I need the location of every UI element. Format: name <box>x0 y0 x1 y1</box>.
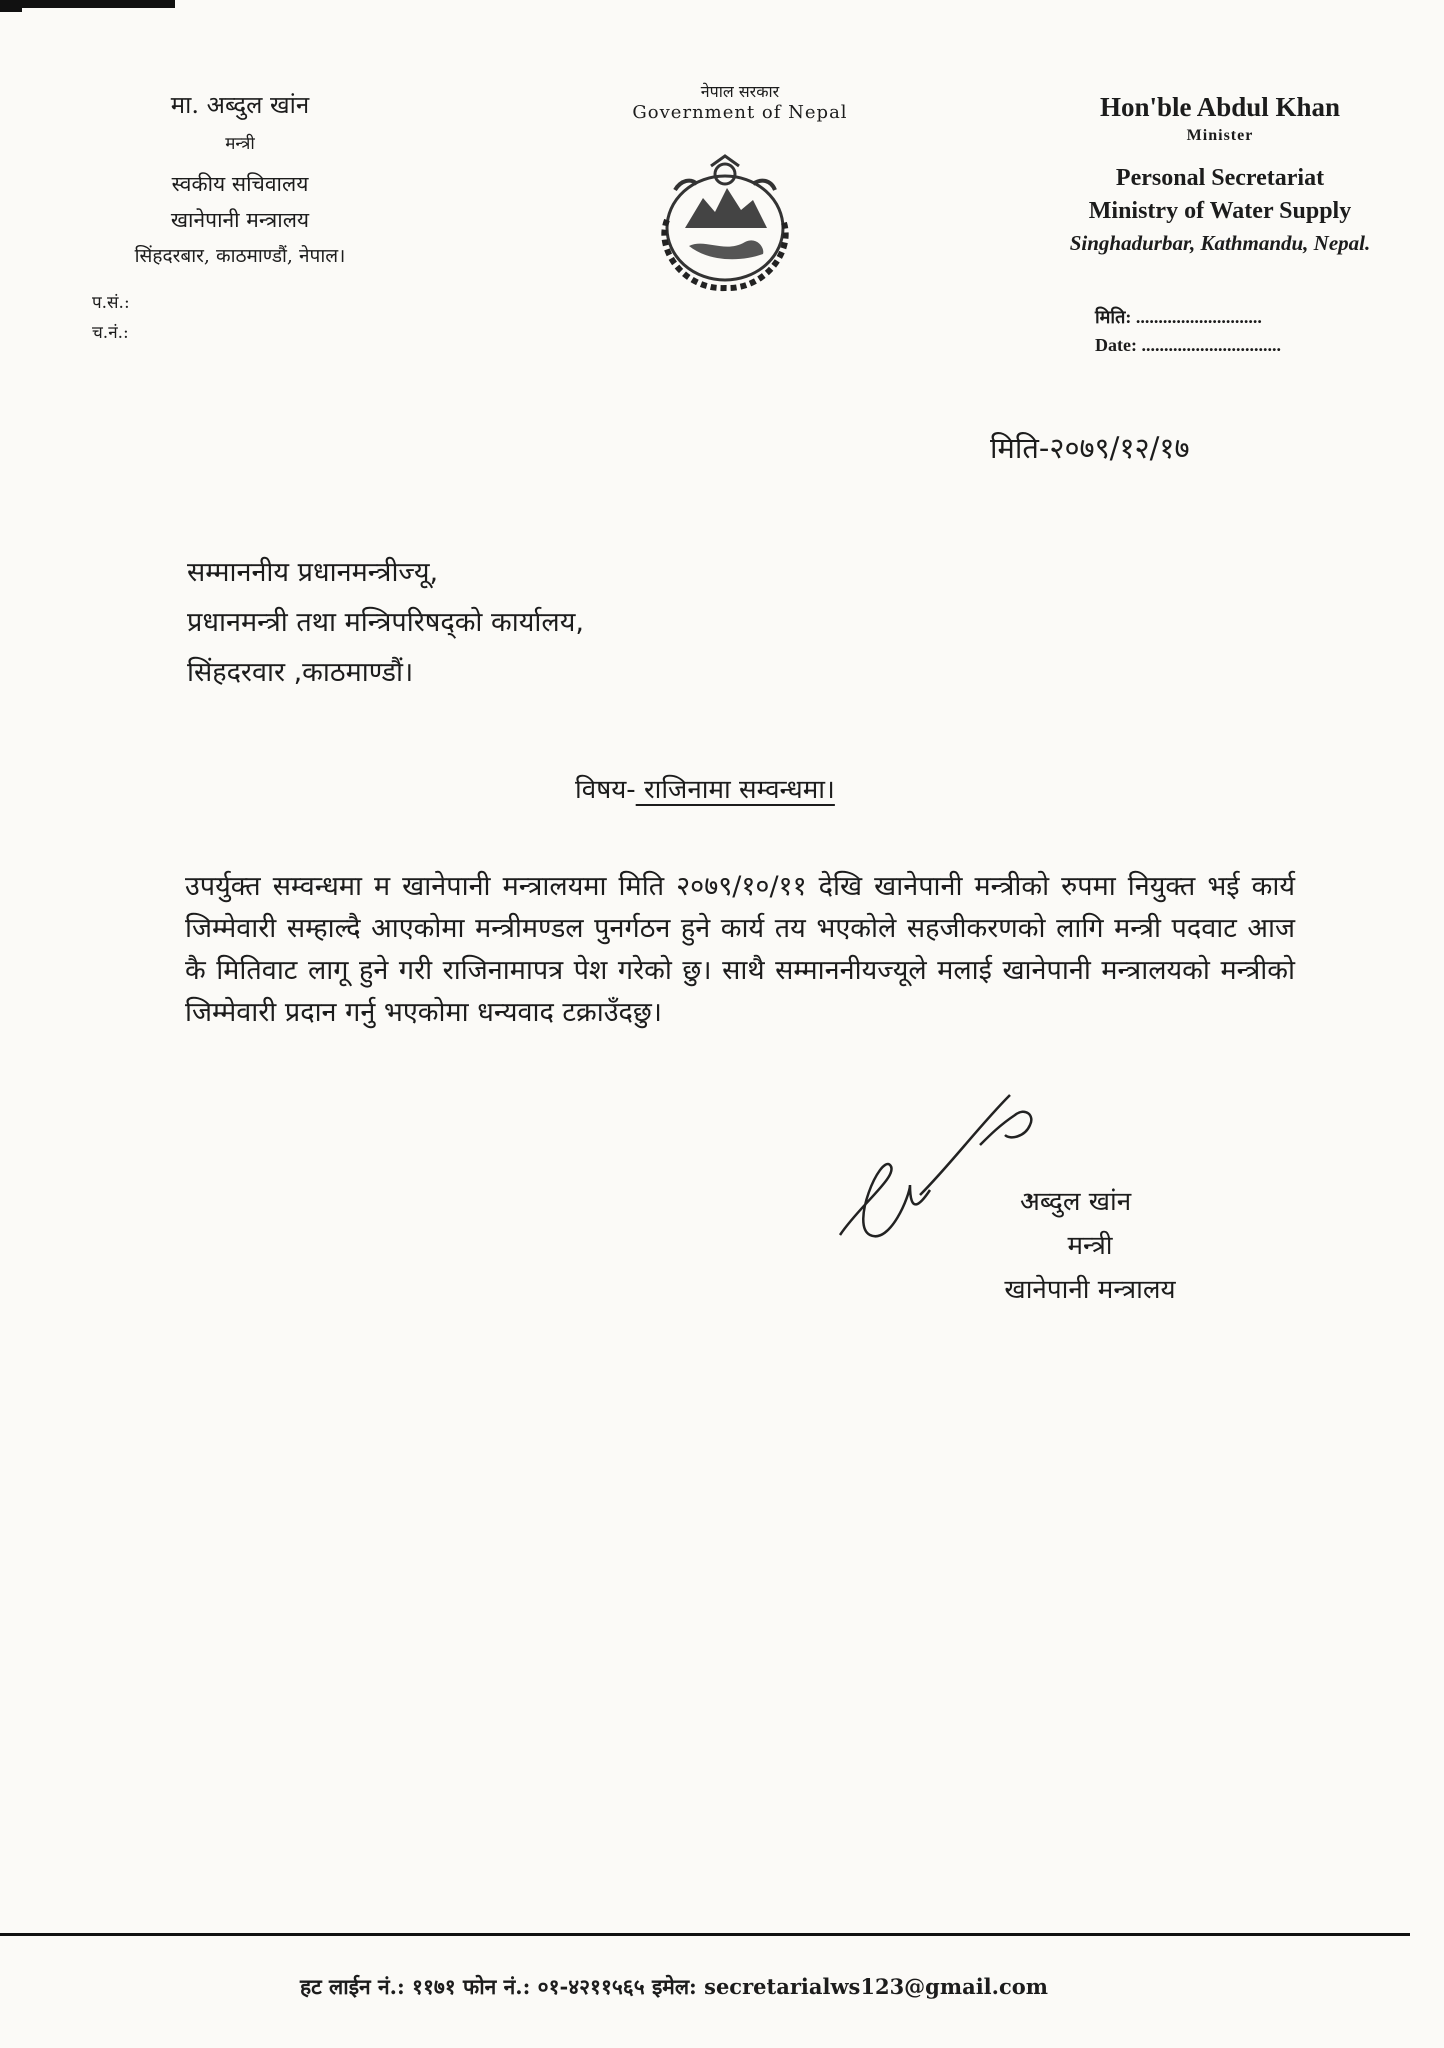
office-name-en: Personal Secretariat <box>1115 165 1325 191</box>
letterhead-right <box>1010 92 1430 256</box>
signer-name: अब्दुल खांन <box>1020 1187 1132 1217</box>
addressee-block <box>187 548 584 698</box>
government-header <box>600 80 880 123</box>
date-field-en: Date: ............................... <box>1095 335 1281 355</box>
footer-contact: हट लाईन नं.: ११७१ फोन नं.: ०१-४२११५६५ इमेल: secretarialws123@gmail.com <box>300 1974 1048 1999</box>
letter-date: मिति-२०७९/१२/१७ <box>990 431 1190 465</box>
scan-edge-mark <box>0 0 175 8</box>
addressee-line-2: प्रधानमन्त्री तथा मन्त्रिपरिषद्को कार्यालय, <box>187 607 584 638</box>
ref-ps: प.सं.: <box>92 293 130 313</box>
subject-text: राजिनामा सम्वन्धमा। <box>635 775 835 805</box>
footer-rule <box>0 1933 1410 1936</box>
signer-ministry: खानेपानी मन्त्रालय <box>1004 1275 1176 1305</box>
minister-role-np: मन्त्री <box>225 134 255 154</box>
govt-name-en: Government of Nepal <box>632 102 848 123</box>
address-np: सिंहदरबार, काठमाण्डौं, नेपाल। <box>134 245 346 267</box>
signer-block <box>965 1180 1215 1312</box>
minister-name-np: मा. अब्दुल खांन <box>170 91 310 119</box>
minister-name-en: Hon'ble Abdul Khan <box>1099 92 1341 122</box>
reference-numbers <box>92 288 130 348</box>
letterhead-left <box>60 88 420 268</box>
ref-cn: च.नं.: <box>92 323 129 343</box>
signer-role: मन्त्री <box>1067 1231 1113 1261</box>
govt-name-np: नेपाल सरकार <box>700 82 780 101</box>
minister-role-en: Minister <box>1186 127 1254 144</box>
ministry-name-np: खानेपानी मन्त्रालय <box>170 208 310 232</box>
date-fields <box>1095 305 1281 362</box>
office-name-np: स्वकीय सचिवालय <box>171 172 309 196</box>
addressee-line-3: सिंहदरवार ,काठमाण्डौं। <box>187 657 414 688</box>
scan-edge-mark-corner <box>0 0 22 12</box>
addressee-line-1: सम्माननीय प्रधानमन्त्रीज्यू, <box>187 557 439 588</box>
subject-label: विषय- <box>575 775 636 805</box>
address-en: Singhadurbar, Kathmandu, Nepal. <box>1069 231 1371 255</box>
date-field-np: मिति: ............................ <box>1095 307 1262 327</box>
ministry-name-en: Ministry of Water Supply <box>1088 198 1352 224</box>
subject-line <box>575 770 835 806</box>
letter-body: उपर्युक्त सम्वन्धमा म खानेपानी मन्त्रालयमा मिति २०७९/१०/११ देखि खानेपानी मन्त्रीको रुपमा नियुक्त भई कार्य जिम्मेवारी सम्हाल्दै आएकोमा मन्त्रीमण्डल पुनर्गठन हुने कार्य तय भएकोले सहजीकरणको लागि मन्त्री पदवाट आज कै मितिवाट लागू हुने गरी राजिनामापत्र पेश गरेको छु। साथै सम्माननीयज्यूले मलाई खानेपानी मन्त्रालयको मन्त्रीको जिम्मेवारी प्रदान गर्नु भएकोमा धन्यवाद टक्राउँदछु। <box>185 871 1295 1028</box>
nepal-emblem-icon <box>645 150 805 300</box>
